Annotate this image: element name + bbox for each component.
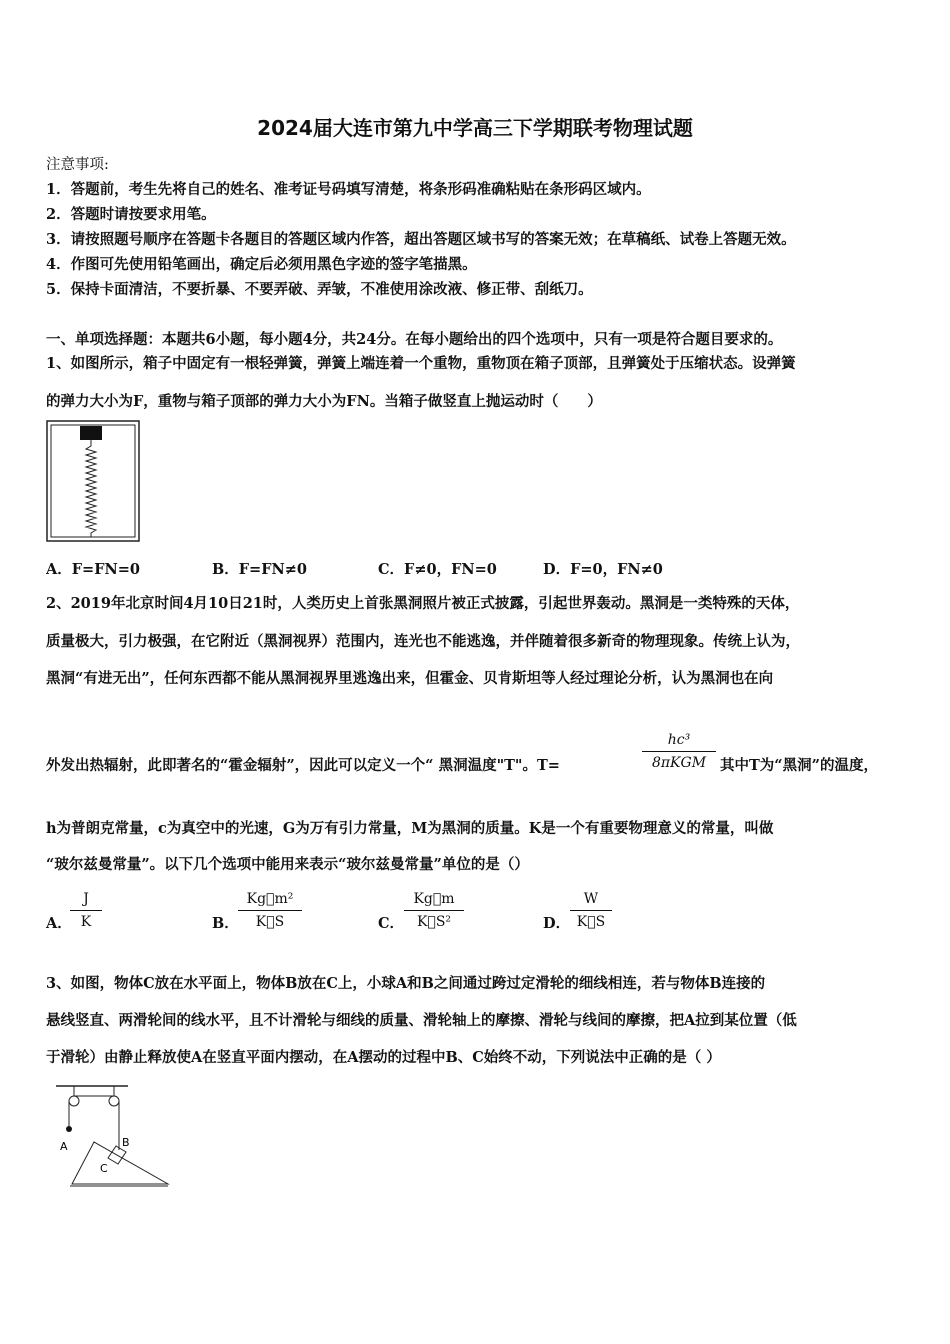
q2-text-line3: 黑洞“有进无出”，任何东西都不能从黑洞视界里逃逸出来，但霍金、贝肯斯坦等人经过理论分析，认为黑洞也在向 <box>46 670 774 687</box>
pulley-incline-figure <box>50 1080 174 1190</box>
formula-numerator: hc³ <box>667 732 691 748</box>
notice-item-4: 4．作图可先使用铅笔画出，确定后必须用黑色字迹的签字笔描黑。 <box>46 256 477 273</box>
q2-option-b-num: Kg⃞m² <box>246 891 294 907</box>
q1-text-line1: 1、如图所示，箱子中固定有一根轻弹簧，弹簧上端连着一个重物，重物顶在箱子顶部，且弹簧处于压缩状态。设弹簧 <box>46 355 796 372</box>
compressed-spring <box>86 440 96 537</box>
section-heading: 一、单项选择题：本题共6小题，每小题4分，共24分。在每小题给出的四个选项中，只有一项是符合题目要求的。 <box>46 331 783 348</box>
q2-text-line6: “玻尔兹曼常量”。以下几个选项中能用来表示“玻尔兹曼常量”单位的是（） <box>46 856 529 873</box>
label-a: A <box>60 1140 68 1153</box>
notice-item-3: 3．请按照题号顺序在答题卡各题目的答题区域内作答，超出答题区域书写的答案无效；在草稿纸、试卷上答题无效。 <box>46 231 796 248</box>
q2-option-a-label[interactable]: A． <box>46 915 72 932</box>
q2-option-d-den: K⃞S <box>576 914 606 930</box>
q1-option-d[interactable]: D．F=0，FN≠0 <box>543 561 663 578</box>
right-pulley <box>109 1096 119 1106</box>
q3-text-line3: 于滑轮）由静止释放使A在竖直平面内摆动，在A摆动的过程中B、C始终不动，下列说法中正确的是（ ） <box>46 1049 721 1066</box>
ball-a <box>66 1126 72 1132</box>
q2-text-line1: 2、2019年北京时间4月10日21时，人类历史上首张黑洞照片被正式披露，引起世界轰动。黑洞是一类特殊的天体， <box>46 595 800 612</box>
q1-text-line2: 的弹力大小为F，重物与箱子顶部的弹力大小为FN。当箱子做竖直上抛运动时（ ） <box>46 393 602 410</box>
q2-text-line4-suffix: 其中T为“黑洞”的温度， <box>720 757 878 774</box>
q2-option-a-num: J <box>83 891 89 907</box>
q1-option-a[interactable]: A．F=FN=0 <box>46 561 140 578</box>
q1-option-c[interactable]: C．F≠0，FN=0 <box>378 561 497 578</box>
left-pulley <box>69 1096 79 1106</box>
q2-option-c-fraction[interactable] <box>404 889 464 932</box>
q2-option-b-fraction[interactable] <box>238 889 302 932</box>
q2-text-line5: h为普朗克常量，c为真空中的光速，G为万有引力常量，M为黑洞的质量。K是一个有重要物理意义的常量，叫做 <box>46 820 774 837</box>
label-b: B <box>122 1136 130 1149</box>
q2-option-b-den: K⃞S <box>255 914 285 930</box>
notice-item-1: 1．答题前，考生先将自己的姓名、准考证号码填写清楚，将条形码准确粘贴在条形码区域内。 <box>46 181 651 198</box>
page-title: 2024届大连市第九中学高三下学期联考物理试题 <box>257 116 693 140</box>
q2-option-a-fraction[interactable] <box>70 889 102 932</box>
q2-option-d-label[interactable]: D． <box>543 915 571 932</box>
weight-block <box>80 426 102 440</box>
q3-text-line2: 悬线竖直、两滑轮间的线水平，且不计滑轮与细线的质量、滑轮轴上的摩擦、滑轮与线间的摩擦，把A拉到某位置（低 <box>46 1012 797 1029</box>
q2-option-b-label[interactable]: B． <box>212 915 239 932</box>
notice-heading: 注意事项: <box>46 157 109 173</box>
q2-option-a-den: K <box>80 914 92 930</box>
notice-item-5: 5．保持卡面清洁，不要折暴、不要弄破、弄皱，不准使用涂改液、修正带、刮纸刀。 <box>46 281 593 298</box>
q2-text-line2: 质量极大，引力极强，在它附近（黑洞视界）范围内，连光也不能逃逸，并伴随着很多新奇的物理现象。传统上认为， <box>46 633 800 650</box>
notice-item-2: 2．答题时请按要求用笔。 <box>46 206 216 223</box>
spring-box-figure <box>46 420 142 544</box>
q2-text-line4-prefix: 外发出热辐射，此即著名的“霍金辐射”，因此可以定义一个“ 黑洞温度"T"。T= <box>46 757 560 774</box>
label-c: C <box>100 1162 108 1175</box>
q3-text-line1: 3、如图，物体C放在水平面上，物体B放在C上，小球A和B之间通过跨过定滑轮的细线相连，若与物体B连接的 <box>46 975 766 992</box>
q2-option-c-num: Kg⃞m <box>413 891 455 907</box>
formula-denominator: 8πKGM <box>651 755 707 771</box>
q2-option-d-num: W <box>583 891 599 907</box>
q2-option-c-den: K⃞S² <box>416 914 452 930</box>
q2-option-c-label[interactable]: C． <box>378 915 405 932</box>
q2-option-d-fraction[interactable] <box>570 889 612 932</box>
q1-option-b[interactable]: B．F=FN≠0 <box>212 561 307 578</box>
hawking-temperature-formula <box>642 730 716 773</box>
